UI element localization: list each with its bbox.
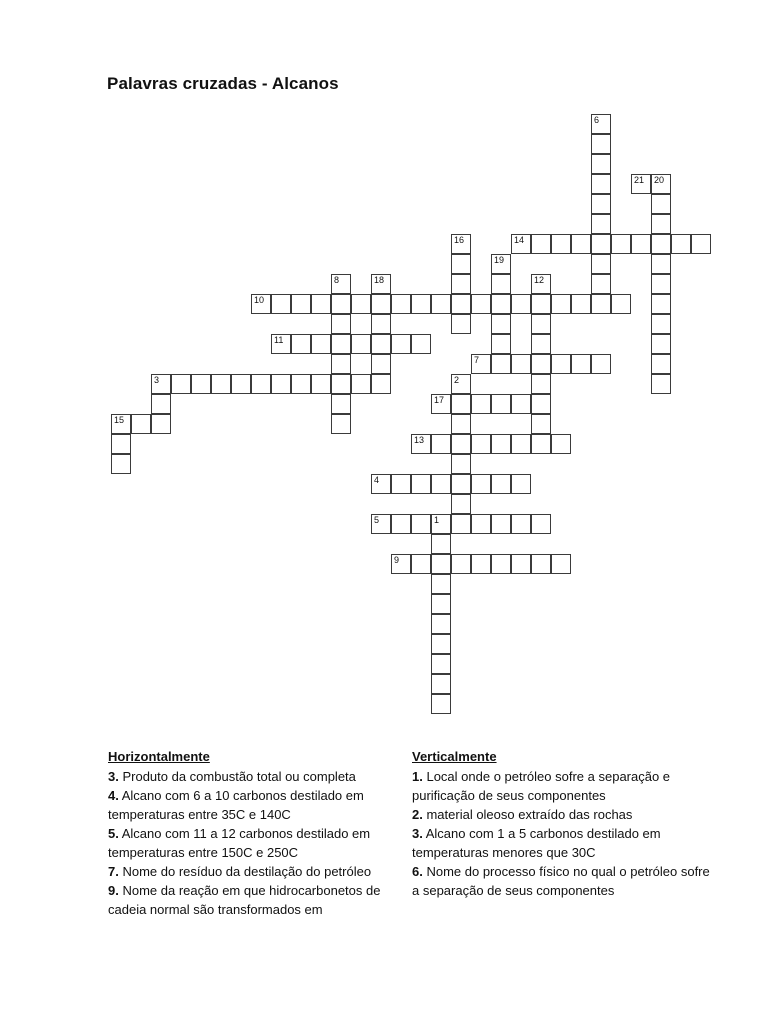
crossword-cell[interactable]	[571, 354, 591, 374]
crossword-cell[interactable]	[591, 154, 611, 174]
crossword-cell[interactable]	[391, 294, 411, 314]
crossword-cell[interactable]	[391, 474, 411, 494]
crossword-cell[interactable]	[251, 294, 271, 314]
crossword-cell[interactable]	[331, 354, 351, 374]
crossword-cell[interactable]	[291, 294, 311, 314]
crossword-cell[interactable]	[611, 294, 631, 314]
clue-number: 13	[414, 435, 425, 445]
clue-item: 5. Alcano com 11 a 12 carbonos destilado em temperaturas entre 150C e 250C	[108, 826, 371, 860]
crossword-cell[interactable]	[331, 394, 351, 414]
clue-number: 11	[274, 335, 284, 345]
crossword-cell[interactable]	[371, 474, 391, 494]
crossword-cell[interactable]	[591, 214, 611, 234]
crossword-cell[interactable]	[331, 414, 351, 434]
crossword-cell[interactable]	[351, 334, 371, 354]
crossword-cell[interactable]	[171, 374, 191, 394]
crossword-cell[interactable]	[531, 514, 551, 534]
crossword-cell[interactable]	[331, 274, 351, 294]
crossword-cell[interactable]	[431, 614, 451, 634]
clue-item: 3. Alcano com 1 a 5 carbonos destilado em temperaturas menores que 30C	[412, 826, 661, 860]
crossword-cell[interactable]	[391, 514, 411, 534]
crossword-cell[interactable]	[691, 234, 711, 254]
crossword-cell[interactable]	[151, 394, 171, 414]
crossword-cell[interactable]	[451, 414, 471, 434]
crossword-cell[interactable]	[291, 334, 311, 354]
crossword-cell[interactable]	[371, 374, 391, 394]
clue-item: 1. Local onde o petróleo sofre a separação e purificação de seus componentes	[412, 769, 671, 803]
crossword-cell[interactable]	[651, 194, 671, 214]
crossword-cell[interactable]	[451, 494, 471, 514]
crossword-cell[interactable]	[431, 654, 451, 674]
crossword-cell[interactable]	[411, 294, 431, 314]
crossword-cell[interactable]	[451, 454, 471, 474]
crossword-cell[interactable]	[491, 274, 511, 294]
crossword-cell[interactable]	[411, 514, 431, 534]
crossword-cell[interactable]	[451, 394, 471, 414]
crossword-cell[interactable]	[431, 434, 451, 454]
crossword-cell[interactable]	[371, 314, 391, 334]
clue-number: 18	[374, 275, 385, 285]
crossword-cell[interactable]	[491, 294, 511, 314]
crossword-cell[interactable]	[431, 294, 451, 314]
crossword-cell[interactable]	[271, 374, 291, 394]
crossword-cell[interactable]	[391, 554, 411, 574]
crossword-cell[interactable]	[491, 434, 511, 454]
crossword-cell[interactable]	[391, 334, 411, 354]
crossword-cell[interactable]	[491, 254, 511, 274]
crossword-cell[interactable]	[511, 234, 531, 254]
crossword-cell[interactable]	[651, 314, 671, 334]
crossword-cell[interactable]	[471, 514, 491, 534]
crossword-cell[interactable]	[591, 354, 611, 374]
crossword-cell[interactable]	[271, 294, 291, 314]
crossword-cell[interactable]	[571, 294, 591, 314]
crossword-cell[interactable]	[591, 134, 611, 154]
crossword-cell[interactable]	[591, 274, 611, 294]
crossword-cell[interactable]	[591, 194, 611, 214]
crossword-cell[interactable]	[471, 554, 491, 574]
crossword-cell[interactable]	[651, 234, 671, 254]
crossword-cell[interactable]	[431, 514, 451, 534]
clue-item: 4. Alcano com 6 a 10 carbonos destilado em temperaturas entre 35C e 140C	[108, 788, 364, 822]
clue-item: 7. Nome do resíduo da destilação do petróleo	[108, 864, 372, 879]
crossword-cell[interactable]	[491, 554, 511, 574]
clue-item: 2. material oleoso extraído das rochas	[412, 807, 633, 822]
clue-number: 4	[374, 475, 380, 485]
crossword-cell[interactable]	[651, 254, 671, 274]
crossword-cell[interactable]	[631, 174, 651, 194]
clue-number: 5	[374, 515, 380, 525]
crossword-cell[interactable]	[591, 114, 611, 134]
crossword-cell[interactable]	[531, 434, 551, 454]
crossword-cell[interactable]	[511, 354, 531, 374]
crossword-cell[interactable]	[431, 694, 451, 714]
crossword-cell[interactable]	[651, 214, 671, 234]
crossword-cell[interactable]	[651, 274, 671, 294]
crossword-cell[interactable]	[611, 234, 631, 254]
crossword-cell[interactable]	[371, 514, 391, 534]
crossword-cell[interactable]	[651, 294, 671, 314]
horizontal-clues	[108, 747, 404, 919]
crossword-cell[interactable]	[531, 374, 551, 394]
crossword-cell[interactable]	[551, 294, 571, 314]
crossword-cell[interactable]	[491, 394, 511, 414]
crossword-cell[interactable]	[511, 554, 531, 574]
crossword-cell[interactable]	[431, 594, 451, 614]
crossword-cell[interactable]	[231, 374, 251, 394]
crossword-cell[interactable]	[331, 334, 351, 354]
clue-number: 6	[594, 115, 600, 125]
vertical-clues	[412, 747, 712, 900]
clue-number: 9	[394, 555, 400, 565]
crossword-cell[interactable]	[511, 434, 531, 454]
crossword-cell[interactable]	[511, 514, 531, 534]
crossword-cell[interactable]	[151, 414, 171, 434]
crossword-cell[interactable]	[591, 174, 611, 194]
crossword-cell[interactable]	[551, 554, 571, 574]
crossword-cell[interactable]	[531, 294, 551, 314]
clue-number: 3	[154, 375, 160, 385]
crossword-cell[interactable]	[591, 254, 611, 274]
crossword-cell[interactable]	[551, 234, 571, 254]
clue-number: 20	[654, 175, 665, 185]
crossword-cell[interactable]	[451, 294, 471, 314]
crossword-cell[interactable]	[471, 434, 491, 454]
crossword-cell[interactable]	[371, 334, 391, 354]
clue-number: 8	[334, 275, 340, 285]
crossword-cell[interactable]	[531, 234, 551, 254]
crossword-cell[interactable]	[251, 374, 271, 394]
clue-number: 21	[634, 175, 645, 185]
crossword-cell[interactable]	[571, 234, 591, 254]
crossword-cell[interactable]	[651, 374, 671, 394]
crossword-cell[interactable]	[631, 234, 651, 254]
clue-item: 6. Nome do processo físico no qual o petróleo sofre a separação de seus componentes	[412, 864, 710, 898]
clue-number: 10	[254, 295, 265, 305]
crossword-cell[interactable]	[451, 314, 471, 334]
clue-number: 17	[434, 395, 445, 405]
crossword-cell[interactable]	[451, 374, 471, 394]
clue-number: 12	[534, 275, 545, 285]
crossword-cell[interactable]	[531, 314, 551, 334]
crossword-cell[interactable]	[471, 354, 491, 374]
crossword-cell[interactable]	[651, 174, 671, 194]
crossword-cell[interactable]	[451, 554, 471, 574]
crossword-cell[interactable]	[451, 234, 471, 254]
crossword-cell[interactable]	[531, 354, 551, 374]
crossword-cell[interactable]	[531, 274, 551, 294]
crossword-cell[interactable]	[351, 374, 371, 394]
crossword-cell[interactable]	[291, 374, 311, 394]
crossword-cell[interactable]	[191, 374, 211, 394]
crossword-cell[interactable]	[311, 374, 331, 394]
crossword-cell[interactable]	[511, 294, 531, 314]
crossword-cell[interactable]	[331, 314, 351, 334]
crossword-cell[interactable]	[511, 474, 531, 494]
crossword-cell[interactable]	[451, 514, 471, 534]
crossword-cell[interactable]	[111, 434, 131, 454]
crossword-cell[interactable]	[431, 674, 451, 694]
crossword-cell[interactable]	[431, 634, 451, 654]
crossword-cell[interactable]	[311, 294, 331, 314]
crossword-cell[interactable]	[271, 334, 291, 354]
crossword-cell[interactable]	[671, 234, 691, 254]
crossword-cell[interactable]	[591, 234, 611, 254]
crossword-cell[interactable]	[491, 474, 511, 494]
crossword-cell[interactable]	[451, 434, 471, 454]
crossword-cell[interactable]	[111, 454, 131, 474]
crossword-cell[interactable]	[331, 294, 351, 314]
crossword-cell[interactable]	[451, 274, 471, 294]
crossword-cell[interactable]	[591, 294, 611, 314]
vertical-clues-heading: Verticalmente	[412, 749, 497, 764]
crossword-cell[interactable]	[431, 554, 451, 574]
crossword-cell[interactable]	[471, 474, 491, 494]
crossword-cell[interactable]	[371, 294, 391, 314]
clue-number: 14	[514, 235, 525, 245]
crossword-cell[interactable]	[531, 394, 551, 414]
crossword-cell[interactable]	[371, 274, 391, 294]
crossword-cell[interactable]	[491, 334, 511, 354]
crossword-cell[interactable]	[311, 334, 331, 354]
clue-number: 1	[434, 515, 440, 525]
crossword-cell[interactable]	[331, 374, 351, 394]
crossword-cell[interactable]	[411, 474, 431, 494]
clue-number: 19	[494, 255, 505, 265]
crossword-cell[interactable]	[131, 414, 151, 434]
clue-number: 7	[474, 355, 480, 365]
crossword-cell[interactable]	[371, 354, 391, 374]
clue-item: 9. Nome da reação em que hidrocarbonetos de cadeia normal são transformados em	[108, 883, 381, 917]
crossword-cell[interactable]	[471, 294, 491, 314]
crossword-cell[interactable]	[651, 354, 671, 374]
clue-item: 3. Produto da combustão total ou completa	[108, 769, 356, 784]
crossword-cell[interactable]	[551, 354, 571, 374]
clue-number: 2	[454, 375, 460, 385]
crossword-cell[interactable]	[211, 374, 231, 394]
crossword-cell[interactable]	[151, 374, 171, 394]
crossword-cell[interactable]	[491, 314, 511, 334]
crossword-cell[interactable]	[471, 394, 491, 414]
crossword-cell[interactable]	[451, 254, 471, 274]
crossword-cell[interactable]	[351, 294, 371, 314]
clue-number: 15	[114, 415, 125, 425]
crossword-cell[interactable]	[531, 334, 551, 354]
page-title: Palavras cruzadas - Alcanos	[107, 74, 339, 93]
crossword-cell[interactable]	[111, 414, 131, 434]
crossword-cell[interactable]	[531, 414, 551, 434]
clue-number: 16	[454, 235, 465, 245]
crossword-cell[interactable]	[491, 354, 511, 374]
crossword-cell[interactable]	[651, 334, 671, 354]
crossword-cell[interactable]	[531, 554, 551, 574]
crossword-cell[interactable]	[551, 434, 571, 454]
crossword-cell[interactable]	[431, 574, 451, 594]
crossword-cell[interactable]	[451, 474, 471, 494]
crossword-cell[interactable]	[491, 514, 511, 534]
crossword-cell[interactable]	[431, 394, 451, 414]
horizontal-clues-heading: Horizontalmente	[108, 749, 210, 764]
crossword-cell[interactable]	[411, 554, 431, 574]
crossword-cell[interactable]	[431, 534, 451, 554]
crossword-cell[interactable]	[511, 394, 531, 414]
crossword-cell[interactable]	[411, 434, 431, 454]
crossword-cell[interactable]	[431, 474, 451, 494]
crossword-cell[interactable]	[411, 334, 431, 354]
